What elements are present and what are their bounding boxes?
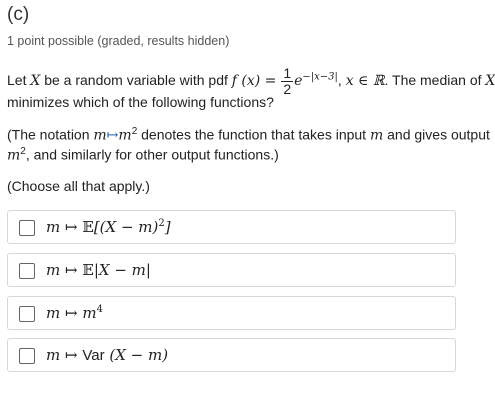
choice-label: m ↦ $m^4$	[46, 304, 103, 322]
choice-label: m ↦ 𝔼[(X − m)$^2$]	[46, 218, 171, 236]
choice-label: m ↦ Var (X − m)	[46, 346, 169, 364]
notation-line-2: $m^2$, and similarly for other output functions.)	[7, 146, 279, 164]
choice-option-1[interactable]	[7, 210, 456, 244]
checkbox-icon[interactable]	[19, 220, 35, 236]
choice-label: m ↦ 𝔼|X − m|	[46, 261, 151, 279]
question-line-1: Let X be a random variable with pdf f (x) = $\frac{1}{2}$ $e^{-|x-3|}$, x ∈ ℝ. The median of X	[7, 65, 495, 97]
instruction-text: (Choose all that apply.)	[7, 178, 150, 194]
fraction: $\frac{1}{2}$	[283, 65, 292, 97]
choice-option-4[interactable]	[7, 338, 456, 372]
question-line-2: minimizes which of the following functions?	[7, 94, 274, 110]
points-info: 1 point possible (graded, results hidden)	[7, 34, 230, 48]
notation-line-1: (The notation $m↦m^2$ denotes the function that takes input m and gives output	[7, 126, 490, 144]
problem-title: (c)	[7, 4, 30, 25]
checkbox-icon[interactable]	[19, 348, 35, 364]
checkbox-icon[interactable]	[19, 263, 35, 279]
choice-option-3[interactable]	[7, 296, 456, 330]
choice-option-2[interactable]	[7, 253, 456, 287]
checkbox-icon[interactable]	[19, 306, 35, 322]
